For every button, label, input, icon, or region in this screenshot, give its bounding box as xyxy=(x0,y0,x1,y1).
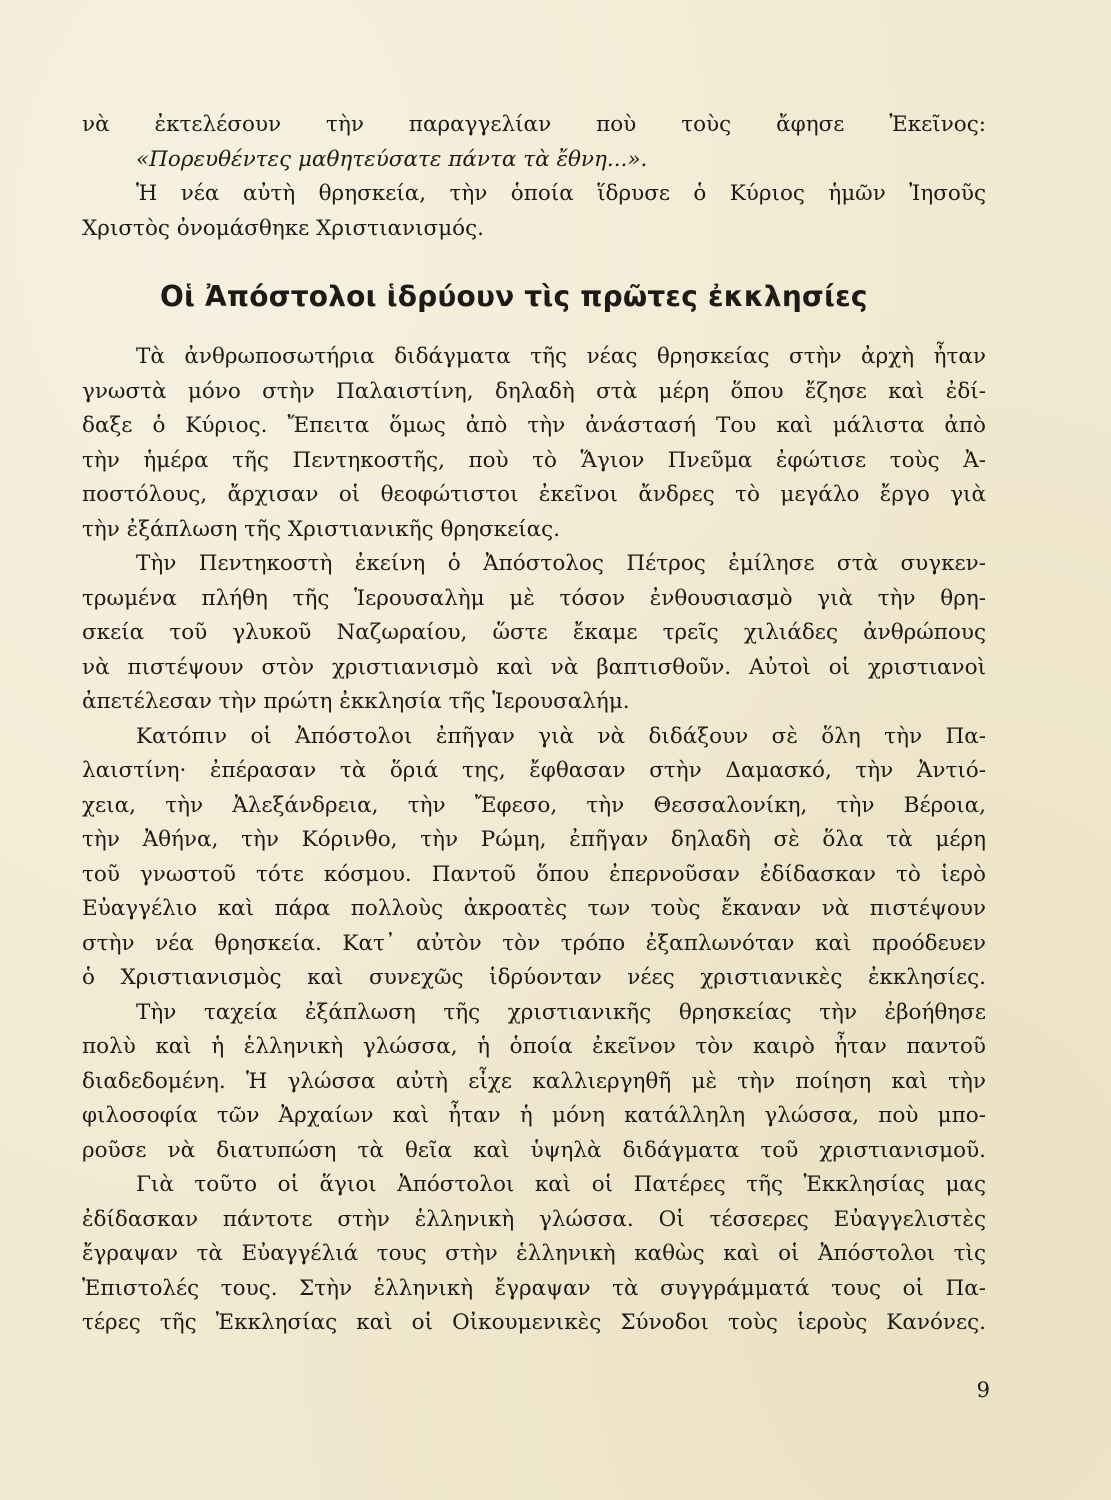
text-line: τὴν ἡμέρα τῆς Πεντηκοστῆς, ποὺ τὸ Ἅγιον Πνεῦμα ἐφώτισε τοὺς Ἀ- xyxy=(82,447,986,473)
paragraph-last-line: ὁ Χριστιανισμὸς καὶ συνεχῶς ἱδρύονταν νέες χριστιανικὲς ἐκκλησίες. xyxy=(82,965,986,990)
text-line: τρωμένα πλήθη τῆς Ἱερουσαλὴμ μὲ τόσον ἐνθουσιασμὸ γιὰ τὴν θρη- xyxy=(82,585,986,611)
paragraph-last-line: τὴν ἐξάπλωση τῆς Χριστιανικῆς θρησκείας. xyxy=(82,516,561,542)
text-line: φιλοσοφία τῶν Ἀρχαίων καὶ ἦταν ἡ μόνη κατάλληλη γλώσσα, ποὺ μπο- xyxy=(82,1103,986,1128)
intro-block xyxy=(82,108,986,246)
paragraph-first-line: Τὴν Πεντηκοστὴ ἐκείνη ὁ Ἀπόστολος Πέτρος ἐμίλησε στὰ συγκεν- xyxy=(136,551,986,576)
text-line: δαξε ὁ Κύριος. Ἔπειτα ὅμως ἀπὸ τὴν ἀνάστασή Του καὶ μάλιστα ἀπὸ xyxy=(82,413,986,438)
paragraph-first-line: Γιὰ τοῦτο οἱ ἅγιοι Ἀπόστολοι καὶ οἱ Πατέρες τῆς Ἐκκλησίας μας xyxy=(136,1172,986,1197)
text-line: Εὐαγγέλιο καὶ πάρα πολλοὺς ἀκροατὲς των τοὺς ἔκαναν νὰ πιστέψουν xyxy=(82,896,986,921)
paragraph-first-line: Τὰ ἀνθρωποσωτήρια διδάγματα τῆς νέας θρησκείας στὴν ἀρχὴ ἦταν xyxy=(136,344,986,369)
page-number: 9 xyxy=(976,1378,990,1402)
text-line: σκεία τοῦ γλυκοῦ Ναζωραίου, ὥστε ἔκαμε τρεῖς χιλιάδες ἀνθρώπους xyxy=(82,620,986,645)
text-line: διαδεδομένη. Ἡ γλώσσα αὐτὴ εἶχε καλλιεργηθῆ μὲ τὴν ποίηση καὶ τὴν xyxy=(82,1068,986,1094)
paragraph-last-line: ἀπετέλεσαν τὴν πρώτη ἐκκλησία τῆς Ἱερουσαλήμ. xyxy=(82,689,630,714)
text-line: χεια, τὴν Ἀλεξάνδρεια, τὴν Ἔφεσο, τὴν Θεσσαλονίκη, τὴν Βέροια, xyxy=(82,792,986,818)
paragraph-last-line: τέρες τῆς Ἐκκλησίας καὶ οἱ Οἰκουμενικὲς Σύνοδοι τοὺς ἱεροὺς Κανόνες. xyxy=(82,1310,986,1335)
text-line: Ἡ νέα αὐτὴ θρησκεία, τὴν ὁποία ἵδρυσε ὁ Κύριος ἡμῶν Ἰησοῦς xyxy=(136,181,986,206)
body-text xyxy=(82,340,986,1341)
text-line: λαιστίνη· ἐπέρασαν τὰ ὅριά της, ἔφθασαν στὴν Δαμασκό, τὴν Ἀντιό- xyxy=(82,758,986,783)
scripture-quote: «Πορευθέντες μαθητεύσατε πάντα τὰ ἔθνη...». xyxy=(136,146,648,172)
text-line: τοῦ γνωστοῦ τότε κόσμου. Παντοῦ ὅπου ἐπερνοῦσαν ἐδίδασκαν τὸ ἱερὸ xyxy=(82,861,986,887)
text-line: τὴν Ἀθήνα, τὴν Κόρινθο, τὴν Ρώμη, ἐπῆγαν δηλαδὴ σὲ ὅλα τὰ μέρη xyxy=(82,827,986,852)
text-line: ἐδίδασκαν πάντοτε στὴν ἑλληνικὴ γλώσσα. Οἱ τέσσερες Εὐαγγελιστὲς xyxy=(82,1206,986,1232)
paragraph-last-line: ροῦσε νὰ διατυπώση τὰ θεῖα καὶ ὑψηλὰ διδάγματα τοῦ χριστιανισμοῦ. xyxy=(82,1137,986,1163)
text-line: στὴν νέα θρησκεία. Κατ᾽ αὐτὸν τὸν τρόπο ἐξαπλωνόταν καὶ προόδευεν xyxy=(82,930,986,956)
text-line: νὰ πιστέψουν στὸν χριστιανισμὸ καὶ νὰ βαπτισθοῦν. Αὐτοὶ οἱ χριστιανοὶ xyxy=(82,654,986,680)
text-line: ποστόλους, ἄρχισαν οἱ θεοφώτιστοι ἐκεῖνοι ἄνδρες τὸ μεγάλο ἔργο γιὰ xyxy=(82,482,986,507)
section-heading: Οἱ Ἀπόστολοι ἱδρύουν τὶς πρῶτες ἐκκλησίες xyxy=(160,280,868,313)
paragraph-first-line: Κατόπιν οἱ Ἀπόστολοι ἐπῆγαν γιὰ νὰ διδάξουν σὲ ὅλη τὴν Πα- xyxy=(136,723,986,749)
text-line: νὰ ἐκτελέσουν τὴν παραγγελίαν ποὺ τοὺς ἄφησε Ἐκεῖνος: xyxy=(82,112,986,137)
text-line: Χριστὸς ὀνομάσθηκε Χριστιανισμός. xyxy=(82,215,484,241)
text-line: γνωστὰ μόνο στὴν Παλαιστίνη, δηλαδὴ στὰ μέρη ὅπου ἔζησε καὶ ἐδί- xyxy=(82,378,986,404)
paragraph-first-line: Τὴν ταχεία ἐξάπλωση τῆς χριστιανικῆς θρησκείας τὴν ἐβοήθησε xyxy=(136,999,986,1025)
text-line: πολὺ καὶ ἡ ἑλληνικὴ γλώσσα, ἡ ὁποία ἐκεῖνον τὸν καιρὸ ἦταν παντοῦ xyxy=(82,1034,986,1059)
text-line: Ἐπιστολές τους. Στὴν ἑλληνικὴ ἔγραψαν τὰ συγγράμματά τους οἱ Πα- xyxy=(82,1275,986,1301)
text-line: ἔγραψαν τὰ Εὐαγγέλιά τους στὴν ἑλληνικὴ καθὼς καὶ οἱ Ἀπόστολοι τὶς xyxy=(82,1241,986,1266)
